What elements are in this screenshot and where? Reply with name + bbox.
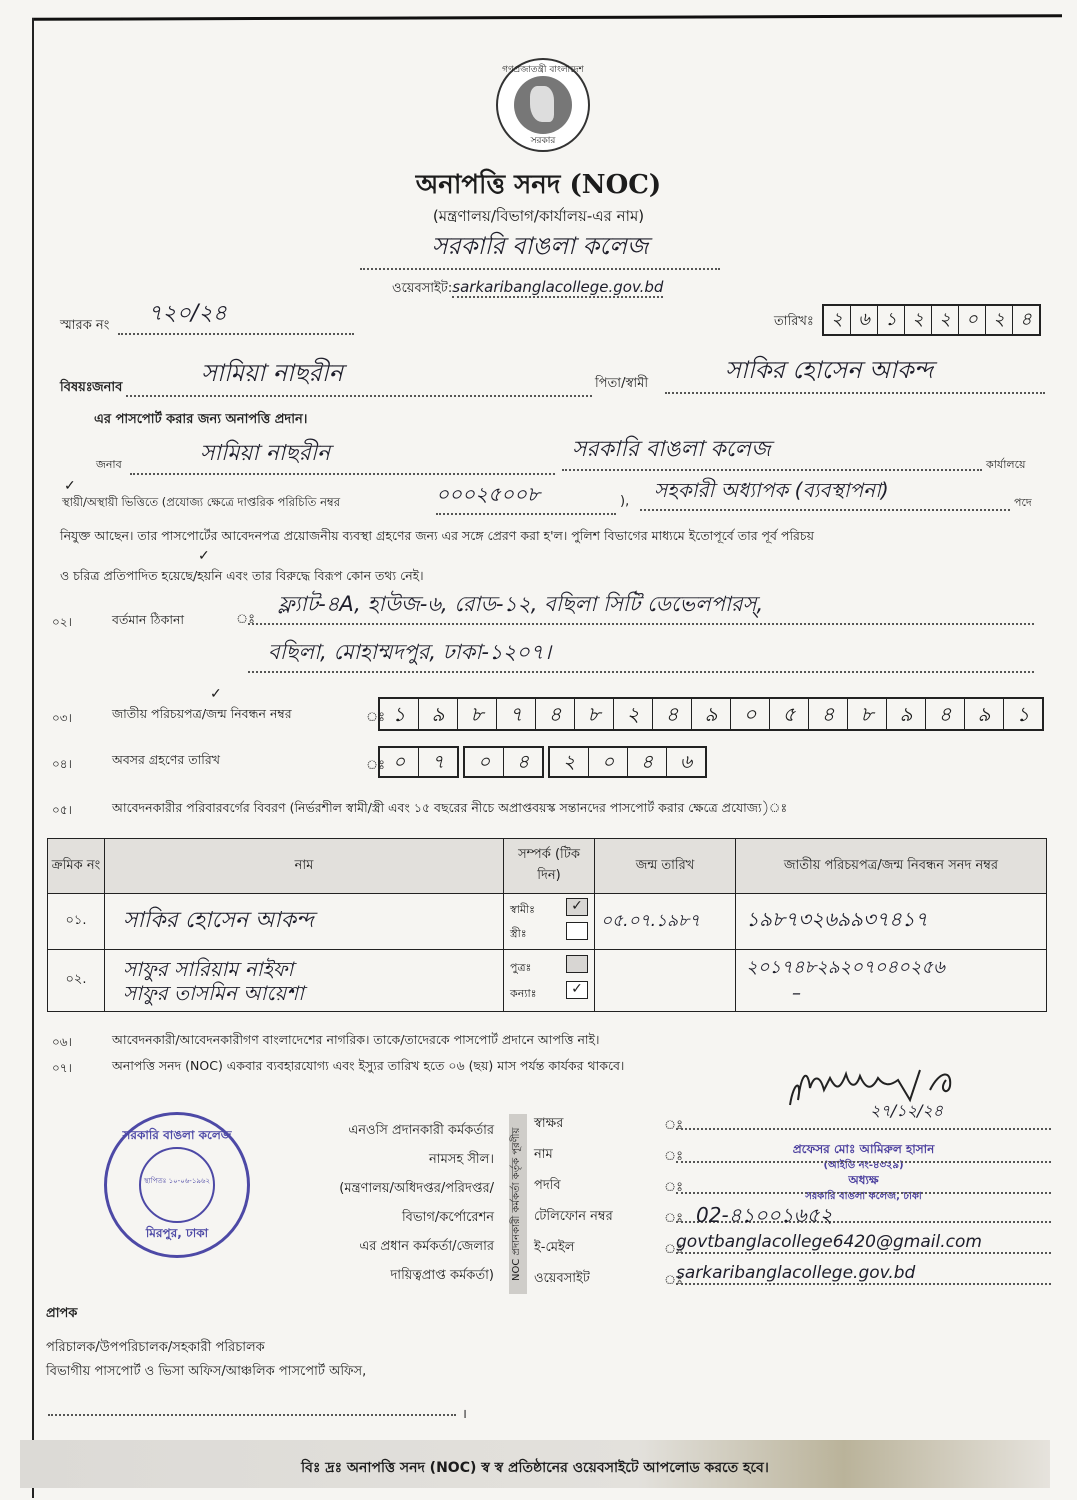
subject-label: বিষয়ঃ xyxy=(60,380,93,395)
table-row xyxy=(48,894,1047,950)
officer-block-description xyxy=(290,1116,494,1290)
family-table xyxy=(47,838,1047,1012)
header-name: নাম xyxy=(105,839,504,894)
website-label: ওয়েবসাইট: xyxy=(392,281,453,296)
office-name-field: সরকারি বাঙলা কলেজ xyxy=(360,228,720,270)
officer-field-value-extra: (আইডি নং-৪৩২৯) xyxy=(823,1160,904,1171)
digit-group xyxy=(378,746,459,778)
retirement-colon: ঃ xyxy=(366,758,386,773)
digit-box: ৫ xyxy=(770,699,809,729)
officer-field-label: স্বাক্ষর xyxy=(534,1116,564,1131)
digit-box: ২ xyxy=(614,699,653,729)
header-serial: ক্রমিক নং xyxy=(48,839,105,894)
retirement-boxes xyxy=(378,746,707,778)
nid-colon: ঃ xyxy=(366,710,386,725)
officer-field-value: sarkaribanglacollege.gov.bd xyxy=(676,1263,1051,1285)
stamp-center-text: স্থাপিতঃ ১০-০৬-১৯৬২ xyxy=(143,1177,211,1185)
officer-field-value: 02-৪১০০১৬৫২ xyxy=(676,1201,1051,1223)
officer-description-line: এনওসি প্রদানকারী কর্মকর্তার xyxy=(348,1123,494,1138)
retirement-number: ০৪। xyxy=(52,757,72,771)
officer-description-line: (মন্ত্রণালয়/অধিদপ্তর/পরিদপ্তর/ xyxy=(339,1181,494,1196)
address-label: বর্তমান ঠিকানা xyxy=(112,612,185,627)
official-id-field: ০০০২৫০০৮ xyxy=(436,480,616,515)
memo-label: স্মারক নং xyxy=(60,318,110,333)
document-subtitle: (মন্ত্রণালয়/বিভাগ/কার্যালয়-এর নাম) xyxy=(432,207,645,225)
digit-box: ৬ xyxy=(679,751,693,773)
relation-label: কন্যাঃ xyxy=(510,986,537,1000)
website-header xyxy=(392,278,663,300)
officer-field-separator: ঃ xyxy=(664,1211,684,1226)
body-office-field: সরকারি বাঙলা কলেজ xyxy=(562,432,982,471)
header-id-number: জাতীয় পরিচয়পত্র/জন্ম নিবন্ধন সনদ নম্বর xyxy=(736,839,1047,894)
officer-field-row xyxy=(534,1108,1054,1139)
digit-box: ২ xyxy=(932,306,959,334)
row-relation xyxy=(504,950,595,1012)
row-serial: ০১. xyxy=(48,894,105,950)
stamp-bottom-text: মিরপুর, ঢাকা xyxy=(145,1226,209,1240)
recipient-label: প্রাপক xyxy=(46,1306,78,1321)
digit-box: ৪ xyxy=(1020,309,1032,330)
officer-field-separator: ঃ xyxy=(664,1242,684,1257)
emblem-ring-bottom: সরকার xyxy=(530,136,556,146)
footer-note-band xyxy=(20,1440,1050,1488)
verified-tick-icon: ✓ xyxy=(198,548,210,564)
recipient-line-1: পরিচালক/উপপরিচালক/সহকারী পরিচালক xyxy=(46,1340,265,1355)
relation-option xyxy=(510,981,588,1007)
row-id-2: – xyxy=(792,982,801,1004)
wife-checkbox[interactable] xyxy=(566,922,588,940)
body-paragraph-2: ও চরিত্র প্রতিপাদিত হয়েছে/হয়নি এবং তার বিরুদ্ধে বিরূপ কোন তথ্য নেই। xyxy=(60,568,424,583)
officer-field-label: পদবি xyxy=(534,1178,561,1193)
relation-label: স্ত্রীঃ xyxy=(510,926,527,940)
address-line-1: ফ্ল্যাট-৪A, হাউজ-৬, রোড-১২, বছিলা সিটি ডেভেলপারস্, xyxy=(248,588,1034,625)
officer-field-separator: ঃ xyxy=(664,1273,684,1288)
digit-box: ২ xyxy=(550,748,589,776)
digit-box: ৭ xyxy=(431,751,445,773)
relation-option xyxy=(510,898,588,922)
college-seal-stamp xyxy=(104,1112,250,1258)
husband-checkbox[interactable]: ✓ xyxy=(566,898,588,916)
officer-field-label: নাম xyxy=(534,1147,553,1162)
digit-box: ০ xyxy=(465,748,504,776)
paren-close: ), xyxy=(620,494,630,509)
emblem-ring-top: গণপ্রজাতন্ত্রী বাংলাদেশ xyxy=(502,65,584,75)
memo-number: ৭২০/২৪ xyxy=(118,296,354,335)
family-table-header xyxy=(48,839,1047,894)
address-line-2: বছিলা, মোহাম্মদপুর, ঢাকা-১২০৭। xyxy=(248,636,1034,673)
nid-label: জাতীয় পরিচয়পত্র/জন্ম নিবন্ধন নম্বর xyxy=(112,706,292,721)
digit-box: ৯ xyxy=(692,699,731,729)
document-border-top xyxy=(32,14,1062,21)
row-name: সাকির হোসেন আকন্দ xyxy=(105,894,504,950)
row-id: ১৯৮৭৩২৬৯৯৩৭৪১৭ xyxy=(736,894,1047,950)
digit-box: ৮ xyxy=(848,699,887,729)
officer-field-value: govtbanglacollege6420@gmail.com xyxy=(676,1232,1051,1254)
clause-6-text: আবেদনকারী/আবেদনকারীগণ বাংলাদেশের নাগরিক। তাকে/তাদেরকে পাসপোর্ট প্রদানে আপত্তি নাই। xyxy=(112,1032,600,1047)
stamp-ring-text: সরকারি বাঙলা কলেজ xyxy=(122,1128,232,1142)
basis-text: স্থায়ী/অস্থায়ী ভিত্তিতে (প্রযোজ্য ক্ষেত্রে দাপ্তরিক পরিচিতি নম্বর xyxy=(62,495,341,509)
family-intro-label: আবেদনকারীর পরিবারবর্গের বিবরণ (নির্ভরশীল স্বামী/স্ত্রী এবং ১৫ বছরের নীচে অপ্রাপ্তবয়স্ক সন্তানদের পাসপোর্ট করার ক্ষেত্রে প্রযোজ্য)ঃ xyxy=(112,800,788,815)
row-id: ২০১৭৪৮২৯২০৭০৪০২৫৬ xyxy=(746,956,945,978)
relation-label: পুত্রঃ xyxy=(510,960,532,974)
digit-box: ৮ xyxy=(575,699,614,729)
officer-field-label: ই-মেইল xyxy=(534,1240,575,1255)
daughter-checkbox[interactable]: ✓ xyxy=(566,981,588,999)
recipient-address-line xyxy=(48,1402,456,1416)
row-dob xyxy=(595,950,736,1012)
digit-box: ১ xyxy=(878,306,905,334)
officer-description-line: দায়িত্বপ্রাপ্ত কর্মকর্তা) xyxy=(390,1268,494,1283)
officer-field-value-extra: সরকারি বাঙলা কলেজ, ঢাকা xyxy=(805,1191,922,1202)
row-name-2: সাফুর তাসমিন আয়েশা xyxy=(123,980,304,1005)
digit-box: ০ xyxy=(731,699,770,729)
officer-description-line: বিভাগ/কর্পোরেশন xyxy=(401,1210,494,1225)
relation-option xyxy=(510,922,588,946)
father-husband-label: পিতা/স্বামী xyxy=(595,376,649,391)
father-husband-field: সাকির হোসেন আকন্দ xyxy=(665,352,1045,394)
body-name-field: সামিয়া নাছরীন xyxy=(130,436,555,475)
document-border-left xyxy=(32,18,34,1498)
digit-box: ৯ xyxy=(965,699,1004,729)
digit-box: ২ xyxy=(824,306,851,334)
officer-field-separator: ঃ xyxy=(664,1118,684,1133)
digit-group xyxy=(463,746,544,778)
relation-label: স্বামীঃ xyxy=(510,902,536,916)
officer-field-row xyxy=(534,1201,1054,1232)
nid-boxes xyxy=(378,697,1044,731)
officer-field-row xyxy=(534,1232,1054,1263)
applicant-name-field: সামিয়া নাছরীন xyxy=(126,355,592,397)
bangladesh-map-icon xyxy=(530,86,554,122)
clause-7-number: ০৭। xyxy=(52,1061,72,1075)
family-number: ০৫। xyxy=(52,803,72,817)
digit-box: ৪ xyxy=(653,699,692,729)
stamp-center-ring xyxy=(139,1147,215,1223)
digit-box: ৯ xyxy=(419,699,458,729)
document-title: অনাপত্তি সনদ (NOC) xyxy=(415,170,662,200)
officer-fields xyxy=(534,1108,1054,1294)
subject-janab-label: জনাব xyxy=(92,380,123,395)
clause-6-number: ০৬। xyxy=(52,1035,72,1049)
officer-field-label: টেলিফোন নম্বর xyxy=(534,1209,613,1224)
officer-field-separator: ঃ xyxy=(664,1149,684,1164)
officer-field-value xyxy=(676,1108,1051,1130)
recipient-line-end: । xyxy=(462,1407,467,1422)
relation-option xyxy=(510,955,588,981)
digit-box: ৮ xyxy=(458,699,497,729)
officer-description-line: এর প্রধান কর্মকর্তা/জেলার xyxy=(359,1239,494,1254)
row-name: সাফুর সারিয়াম নাইফা xyxy=(123,956,294,981)
row-dob: ০৫.০৭.১৯৮৭ xyxy=(595,894,736,950)
clause-7-text: অনাপত্তি সনদ (NOC) একবার ব্যবহারযোগ্য এবং ইস্যুর তারিখ হতে ০৬ (ছয়) মাস পর্যন্ত কার্যকর থাকবে। xyxy=(112,1058,625,1073)
row-name-cell xyxy=(105,950,504,1012)
designation-suffix: পদে xyxy=(1014,496,1032,509)
officer-field-row xyxy=(534,1170,1054,1201)
date-boxes xyxy=(822,304,1041,336)
row-relation xyxy=(504,894,595,950)
digit-box: ২ xyxy=(986,306,1013,334)
officer-field-value: প্রফেসর মোঃ আমিরুল হাসান xyxy=(676,1139,1051,1163)
officer-field-row xyxy=(534,1263,1054,1294)
son-checkbox[interactable] xyxy=(566,955,588,973)
row-id-cell xyxy=(736,950,1047,1012)
address-colon: ঃ xyxy=(236,612,256,627)
retirement-label: অবসর গ্রহণের তারিখ xyxy=(112,752,220,767)
header-relation: সম্পর্ক (টিক দিন) xyxy=(504,839,595,894)
signature-date: ২৭/১২/২৪ xyxy=(870,1101,944,1120)
digit-box: ১ xyxy=(380,699,419,729)
nid-number: ০৩। xyxy=(52,711,72,725)
digit-box: ৭ xyxy=(497,699,536,729)
digit-box: ০ xyxy=(380,748,419,776)
digit-box: ০ xyxy=(959,306,986,334)
body-janab-label: জনাব xyxy=(96,458,122,471)
noc-officer-vertical-label: NOC প্রদানকারী কর্মকর্তা কর্তৃক পূরণীয় xyxy=(509,1114,527,1294)
recipient-line-2: বিভাগীয় পাসপোর্ট ও ভিসা অফিস/আঞ্চলিক পাসপোর্ট অফিস, xyxy=(46,1364,367,1379)
office-suffix: কার্যালয়ে xyxy=(986,458,1026,471)
officer-description-line: নামসহ সীল। xyxy=(429,1152,494,1167)
digit-box: ০ xyxy=(589,748,628,776)
officer-field-row xyxy=(534,1139,1054,1170)
digit-box: ৬ xyxy=(851,306,878,334)
permanent-tick-icon: ✓ xyxy=(64,478,76,494)
website-value: sarkaribanglacollege.gov.bd xyxy=(452,278,664,296)
digit-box: ৪ xyxy=(628,748,667,776)
digit-box: ৯ xyxy=(887,699,926,729)
digit-box: ১ xyxy=(1016,702,1030,726)
address-number: ০২। xyxy=(52,615,72,629)
table-row xyxy=(48,950,1047,1012)
footer-note: বিঃ দ্রঃ অনাপত্তি সনদ (NOC) স্ব স্ব প্রতিষ্ঠানের ওয়েবসাইটে আপলোড করতে হবে। xyxy=(301,1460,769,1476)
digit-box: ৪ xyxy=(926,699,965,729)
date-label: তারিখঃ xyxy=(774,314,814,329)
digit-group xyxy=(548,746,707,778)
header-dob: জন্ম তারিখ xyxy=(595,839,736,894)
digit-box: ৪ xyxy=(516,751,530,773)
government-emblem xyxy=(496,58,590,152)
emblem-center xyxy=(514,76,572,134)
subject-purpose: এর পাসপোর্ট করার জন্য অনাপত্তি প্রদান। xyxy=(94,412,308,427)
nid-tick-icon: ✓ xyxy=(210,686,222,702)
body-paragraph-1: নিযুক্ত আছেন। তার পাসপোর্টের আবেদনপত্র প্রয়োজনীয় ব্যবস্থা গ্রহণের জন্য এর সঙ্গে প্রেরণ করা হ'ল। পুলিশ বিভাগের মাধ্যমে ইতোপূর্বে তার পূর্ব পরিচয় xyxy=(60,528,815,543)
designation-field: সহকারী অধ্যাপক (ব্যবস্থাপনা) xyxy=(640,476,1010,511)
officer-field-label: ওয়েবসাইট xyxy=(534,1271,590,1286)
digit-box: ৪ xyxy=(536,699,575,729)
officer-field-value: অধ্যক্ষ xyxy=(676,1170,1051,1194)
officer-field-separator: ঃ xyxy=(664,1180,684,1195)
row-serial: ০২. xyxy=(48,950,105,1012)
digit-box: ৪ xyxy=(809,699,848,729)
digit-box: ২ xyxy=(905,306,932,334)
